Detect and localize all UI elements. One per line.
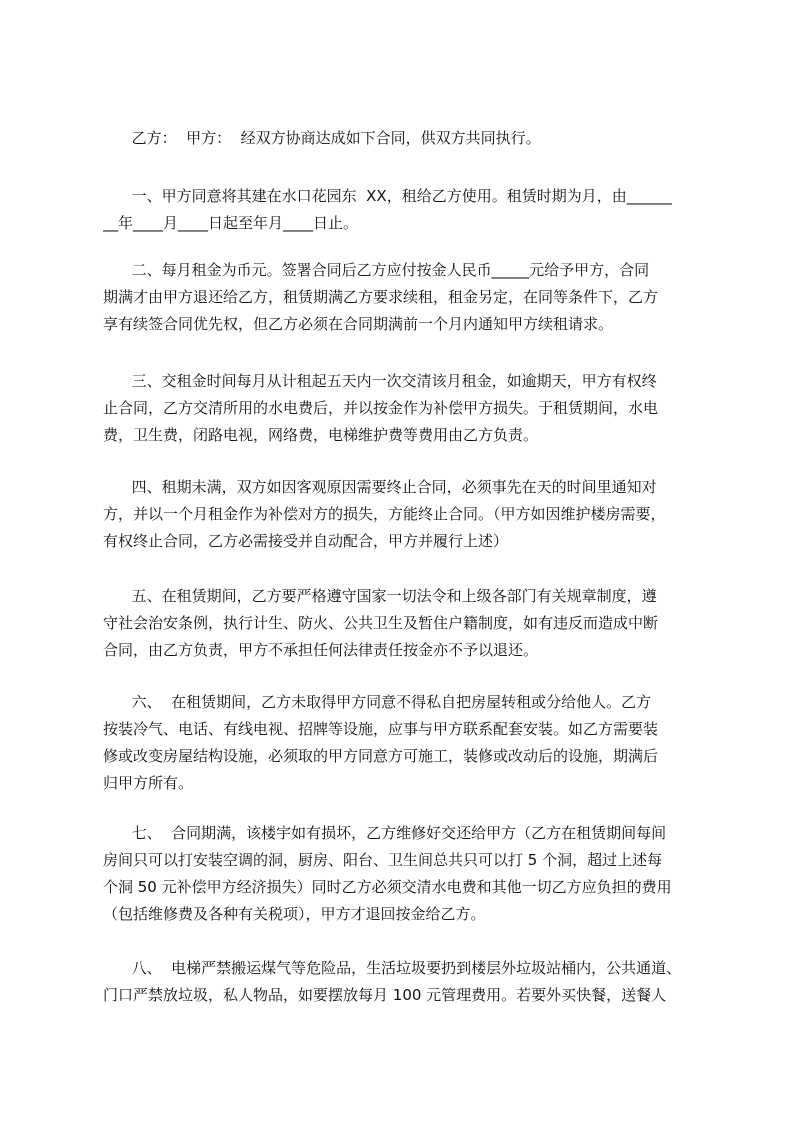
paragraph-line: 二、每月租金为币元。签署合同后乙方应付按金人民币_____元给予甲方，合同 [103,261,650,279]
paragraph-line: 五、在租赁期间，乙方要严格遵守国家一切法令和上级各部门有关规章制度，遵 [103,587,657,605]
paragraph-line: 期满才由甲方退还给乙方，租赁期满乙方要求续租，租金另定，在同等条件下，乙方 [103,288,659,306]
paragraph-line: 止合同，乙方交清所用的水电费后，并以按金作为补偿甲方损失。于租赁期间，水电 [103,399,659,417]
paragraph-line: 享有续签合同优先权，但乙方必须在合同期满前一个月内通知甲方续租请求。 [103,315,614,333]
paragraph-line: 四、租期未满，双方如因客观原因需要终止合同，必须事先在天的时间里通知对 [103,478,657,496]
paragraph-line: 八、 电梯严禁搬运煤气等危险品，生活垃圾要扔到楼层外垃圾站桶内，公共通道、 [103,959,682,977]
paragraph-line: 有权终止合同，乙方必需接受并自动配合，甲方并履行上述） [103,532,509,550]
paragraph-line: 乙方： 甲方： 经双方协商达成如下合同，供双方共同执行。 [103,129,541,147]
paragraph-line: 房间只可以打安装空调的洞，厨房、阳台、卫生间总共只可以打 5 个洞，超过上述每 [103,851,663,869]
paragraph-line: 一、甲方同意将其建在水口花园东 XX，租给乙方使用。租赁时期为月，由______ [103,187,672,205]
paragraph-line: 合同，由乙方负责，甲方不承担任何法律责任按金亦不予以退还。 [103,641,539,659]
paragraph-line: 六、 在租赁期间，乙方未取得甲方同意不得私自把房屋转租或分给他人。乙方 [103,693,652,711]
paragraph-line: 归甲方所有。 [103,774,194,792]
intro-paragraph [103,125,703,152]
paragraph-line: 按装冷气、电话、有线电视、招牌等设施，应事与甲方联系配套安装。如乙方需要装 [103,720,659,738]
clause-8 [103,955,703,1009]
paragraph-line: 修或改变房屋结构设施，必须取的甲方同意方可施工，装修或改动后的设施，期满后 [103,747,659,765]
paragraph-line: 个洞 50 元补偿甲方经济损失）同时乙方必须交清水电费和其他一切乙方应负担的费用 [103,878,672,896]
clause-6 [103,689,703,797]
clause-4 [103,474,703,555]
clause-2 [103,257,703,338]
clause-3 [103,368,703,449]
paragraph-line: __年____月____日起至年月____日止。 [103,214,359,232]
paragraph-line: 费，卫生费，闭路电视，网络费，电梯维护费等费用由乙方负责。 [103,426,539,444]
paragraph-line: 守社会治安条例，执行计生、防火、公共卫生及暂住户籍制度，如有违反而造成中断 [103,614,659,632]
paragraph-line: 七、 合同期满，该楼宇如有损坏，乙方维修好交还给甲方（乙方在租赁期间每间 [103,824,667,842]
clause-7 [103,820,703,928]
paragraph-line: 门口严禁放垃圾，私人物品，如要摆放每月 100 元管理费用。若要外买快餐，送餐人 [103,986,667,1004]
paragraph-line: 方，并以一个月租金作为补偿对方的损失，方能终止合同。（甲方如因维护楼房需要， [103,505,666,523]
clause-1 [103,183,703,237]
clause-5 [103,583,703,664]
paragraph-line: 三、交租金时间每月从计租起五天内一次交清该月租金，如逾期天，甲方有权终 [103,372,657,390]
paragraph-line: （包括维修费及各种有关税项），甲方才退回按金给乙方。 [103,905,486,923]
